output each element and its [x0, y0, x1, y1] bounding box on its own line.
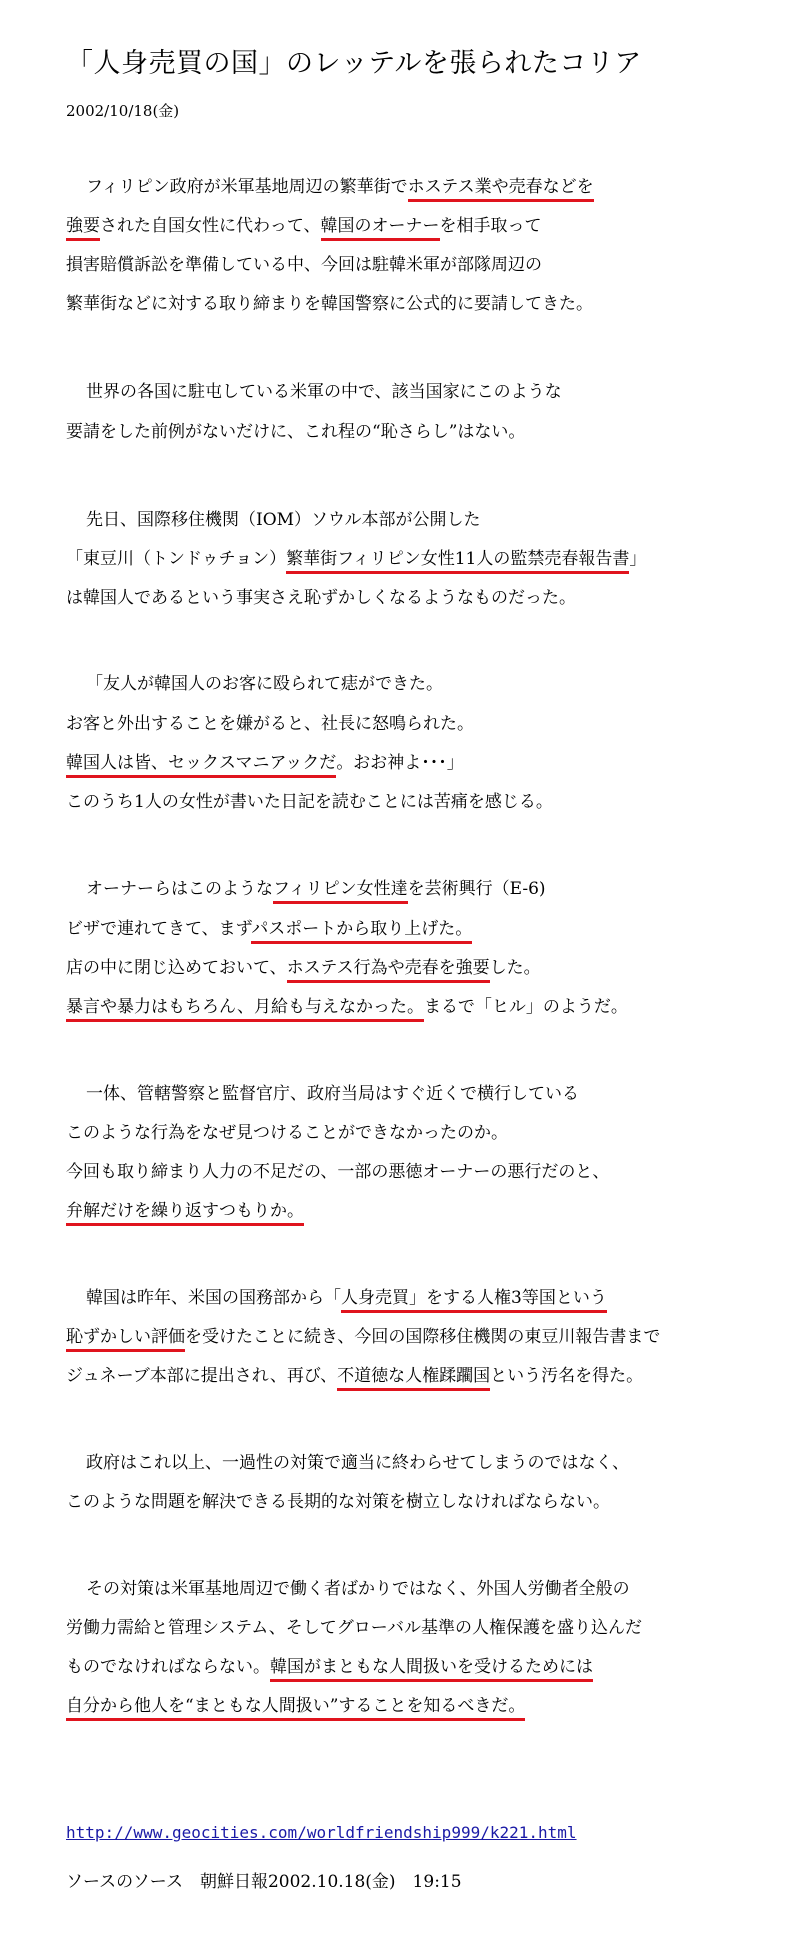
- paragraph-9-line-4: [66, 1694, 525, 1718]
- paragraph-4-line-4: このうち1人の女性が書いた日記を読むことには苦痛を感じる。: [66, 792, 553, 812]
- highlighted-phrase: 不道徳な人権蹂躙国: [337, 1366, 490, 1391]
- paragraph-2-line-1: 世界の各国に駐屯している米軍の中で、該当国家にこのような: [86, 382, 562, 402]
- highlighted-phrase: 自分から他人を“まともな人間扱い”することを知るべきだ。: [66, 1696, 525, 1721]
- paragraph-7-line-1: 韓国は昨年、米国の国務部から「人身売買」をする人権3等国という: [86, 1286, 607, 1310]
- paragraph-1-line-2: 強要された自国女性に代わって、韓国のオーナーを相手取って: [66, 214, 542, 238]
- article-date: 2002/10/18(金): [66, 102, 180, 120]
- paragraph-5-line-2: ビザで連れてきて、まずパスポートから取り上げた。: [66, 917, 472, 941]
- highlighted-phrase: 強要: [66, 216, 100, 241]
- paragraph-3-line-2: 「東豆川（トンドゥチョン）繁華街フィリピン女性11人の監禁売春報告書」: [66, 547, 646, 571]
- paragraph-6-line-2: このような行為をなぜ見つけることができなかったのか。: [66, 1123, 508, 1143]
- paragraph-2-line-2: 要請をした前例がないだけに、これ程の“恥さらし”はない。: [66, 422, 526, 442]
- paragraph-4-line-1: 「友人が韓国人のお客に殴られて痣ができた。: [86, 674, 443, 694]
- highlighted-phrase: 韓国のオーナー: [321, 216, 440, 241]
- highlighted-phrase: ホステス業や売春などを: [408, 177, 594, 202]
- paragraph-9-line-3: ものでなければならない。韓国がまともな人間扱いを受けるためには: [66, 1655, 593, 1679]
- highlighted-phrase: 弁解だけを繰り返すつもりか。: [66, 1201, 304, 1226]
- paragraph-6-line-3: 今回も取り締まり人力の不足だの、一部の悪徳オーナーの悪行だのと、: [66, 1162, 610, 1182]
- paragraph-3-line-1: 先日、国際移住機関（IOM）ソウル本部が公開した: [86, 510, 481, 530]
- paragraph-8-line-2: このような問題を解決できる長期的な対策を樹立しなければならない。: [66, 1492, 610, 1512]
- source-link[interactable]: http://www.geocities.com/worldfriendship999/k221.html: [66, 1823, 577, 1842]
- paragraph-5-line-4: 暴言や暴力はもちろん、月給も与えなかった。まるで「ヒル」のようだ。: [66, 995, 628, 1019]
- paragraph-7-line-2: 恥ずかしい評価を受けたことに続き、今回の国際移住機関の東豆川報告書まで: [66, 1325, 660, 1349]
- highlighted-phrase: 暴言や暴力はもちろん、月給も与えなかった。: [66, 997, 424, 1022]
- paragraph-8-line-1: 政府はこれ以上、一過性の対策で適当に終わらせてしまうのではなく、: [86, 1453, 630, 1473]
- highlighted-phrase: 人身売買」をする人権3等国という: [341, 1288, 607, 1313]
- paragraph-5-line-1: オーナーらはこのようなフィリピン女性達を芸術興行（E-6): [86, 877, 546, 901]
- paragraph-6-line-1: 一体、管轄警察と監督官庁、政府当局はすぐ近くで横行している: [86, 1084, 579, 1104]
- highlighted-phrase: フィリピン女性達: [273, 879, 408, 904]
- highlighted-phrase: 韓国がまともな人間扱いを受けるためには: [270, 1657, 593, 1682]
- source-attribution: ソースのソース 朝鮮日報2002.10.18(金) 19:15: [66, 1872, 462, 1892]
- paragraph-1-line-4: 繁華街などに対する取り締まりを韓国警察に公式的に要請してきた。: [66, 294, 593, 314]
- paragraph-3-line-3: は韓国人であるという事実さえ恥ずかしくなるようなものだった。: [66, 588, 576, 608]
- highlighted-phrase: 韓国人は皆、セックスマニアックだ: [66, 753, 336, 778]
- paragraph-1-line-1: フィリピン政府が米軍基地周辺の繁華街でホステス業や売春などを: [86, 175, 594, 199]
- highlighted-phrase: 繁華街フィリピン女性11人の監禁売春報告書: [286, 549, 629, 574]
- highlighted-phrase: ホステス行為や売春を強要: [287, 958, 490, 983]
- paragraph-9-line-2: 労働力需給と管理システム、そしてグローバル基準の人権保護を盛り込んだ: [66, 1618, 642, 1638]
- paragraph-4-line-3: 韓国人は皆、セックスマニアックだ。おお神よ･･･」: [66, 751, 464, 775]
- paragraph-1-line-3: 損害賠償訴訟を準備している中、今回は駐韓米軍が部隊周辺の: [66, 255, 542, 275]
- paragraph-5-line-3: 店の中に閉じ込めておいて、ホステス行為や売春を強要した。: [66, 956, 541, 980]
- paragraph-9-line-1: その対策は米軍基地周辺で働く者ばかりではなく、外国人労働者全般の: [86, 1579, 630, 1599]
- paragraph-4-line-2: お客と外出することを嫌がると、社長に怒鳴られた。: [66, 714, 474, 734]
- paragraph-7-line-3: ジュネーブ本部に提出され、再び、不道徳な人権蹂躙国という汚名を得た。: [66, 1364, 643, 1388]
- highlighted-phrase: パスポートから取り上げた。: [251, 919, 472, 944]
- highlighted-phrase: 恥ずかしい評価: [66, 1327, 185, 1352]
- article-title: 「人身売買の国」のレッテルを張られたコリア: [66, 48, 642, 79]
- paragraph-6-line-4: [66, 1199, 304, 1223]
